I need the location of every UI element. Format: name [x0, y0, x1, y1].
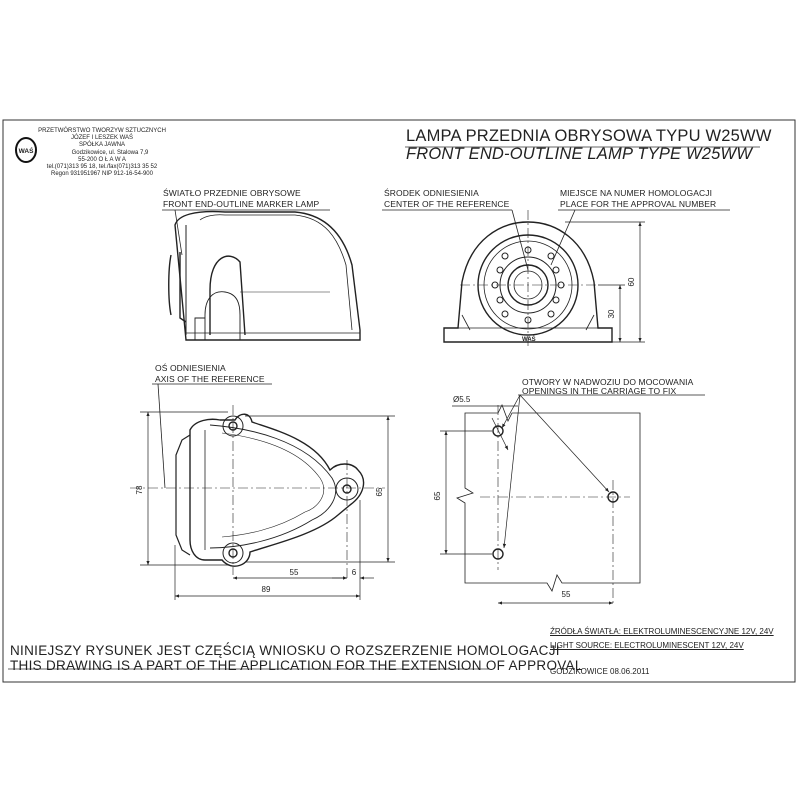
- dim-top-6: 6: [351, 568, 357, 577]
- dim-top-55: 55: [289, 568, 299, 577]
- holes-label-en: OPENINGS IN THE CARRIAGE TO FIX: [522, 386, 677, 396]
- dim-pattern-width: 55: [561, 590, 571, 599]
- company-block: [22, 128, 182, 178]
- light-source-pl: ŹRÓDŁA ŚWIATŁA: ELEKTROLUMINESCENCYJNE 12V, 24V: [550, 627, 774, 636]
- side-view: [169, 212, 360, 340]
- axis-leader: [152, 384, 272, 488]
- company-line-5: 55-200 O Ł A W A: [78, 156, 126, 163]
- light-source-en: LIGHT SOURCE: ELECTROLUMINESCENT 12V, 24V: [550, 641, 744, 650]
- front-leaders: [382, 210, 730, 270]
- company-line-1: PRZETWÓRSTWO TWORZYW SZTUCZNYCH: [38, 128, 166, 134]
- dim-top-width: 78: [135, 485, 144, 495]
- dim-top-hole-span: 65: [375, 487, 384, 497]
- title-en: FRONT END-OUTLINE LAMP TYPE W25WW: [406, 145, 753, 163]
- approval-label-pl: MIEJSCE NA NUMER HOMOLOGACJI: [560, 188, 713, 198]
- logo-text: WAŚ: [18, 148, 34, 155]
- company-line-2: JÓZEF I LESZEK WAŚ: [70, 135, 134, 142]
- company-line-6: tel.(071)313 95 18, tel./fax(071)313 35 52: [46, 164, 158, 171]
- top-dimensions: [140, 412, 395, 600]
- dim-front-center: 30: [607, 309, 616, 319]
- top-view: [130, 405, 385, 580]
- axis-label-en: AXIS OF THE REFERENCE: [155, 374, 265, 384]
- dim-pattern-height: 65: [433, 491, 442, 501]
- dim-top-89: 89: [261, 585, 271, 594]
- axis-label-pl: OŚ ODNIESIENIA: [155, 363, 226, 373]
- dim-hole-diameter: Ø5.5: [453, 395, 471, 404]
- marker-label-pl: ŚWIATŁO PRZEDNIE OBRYSOWE: [163, 188, 301, 198]
- company-line-4: Godzikowice, ul. Stalowa 7,9: [71, 149, 149, 156]
- approval-note-en: THIS DRAWING IS A PART OF THE APPLICATION FOR THE EXTENSION OF APPROVAL: [10, 658, 583, 673]
- dim-front-height: 60: [627, 277, 636, 287]
- approval-note-pl: NINIEJSZY RYSUNEK JEST CZĘŚCIĄ WNIOSKU O ROZSZERZENIE HOMOLOGACJI: [10, 643, 560, 658]
- approval-stamp: WAŚ: [522, 337, 536, 343]
- hole-pattern-dims: [440, 395, 705, 603]
- center-label-pl: ŚRODEK ODNIESIENIA: [384, 188, 479, 198]
- drawing-date: GODZIKOWICE 08.06.2011: [550, 667, 650, 676]
- company-line-3: SPÓŁKA JAWNA: [78, 142, 126, 149]
- hole-pattern: [457, 405, 640, 605]
- company-line-7: Regon 931951967 NIP 912-16-54-900: [51, 171, 153, 178]
- marker-label-en: FRONT END-OUTLINE MARKER LAMP: [163, 199, 320, 209]
- title-pl: LAMPA PRZEDNIA OBRYSOWA TYPU W25WW: [406, 127, 772, 145]
- holes-label-pl: OTWORY W NADWOZIU DO MOCOWANIA: [522, 377, 694, 387]
- center-label-en: CENTER OF THE REFERENCE: [384, 199, 510, 209]
- approval-label-en: PLACE FOR THE APPROVAL NUMBER: [560, 199, 717, 209]
- front-view: [444, 210, 612, 346]
